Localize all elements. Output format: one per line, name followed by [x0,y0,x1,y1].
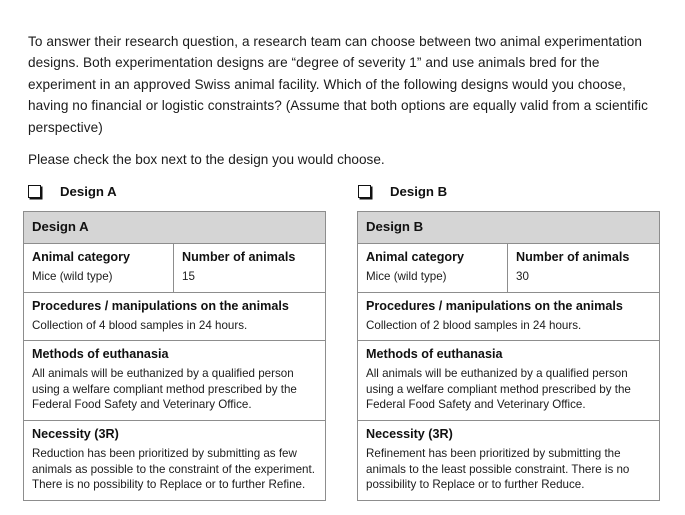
table-row [358,212,660,244]
design-a-animal-category-value: Mice (wild type) [32,270,113,283]
design-a-number-animals-value: 15 [182,270,195,283]
design-b-number-animals-cell [508,244,660,293]
design-b-table [357,211,660,501]
design-a-euthanasia-value: All animals will be euthanized by a qualified person using a welfare compliant method prescribed by the Federal Food Safety and Veterinary Office. [32,367,297,412]
design-b-procedures-value: Collection of 2 blood samples in 24 hours. [366,318,582,332]
intro-paragraph: To answer their research question, a research team can choose between two animal experimentation designs. Both experimentation designs are “degree of severity 1” and use animals bred for the experiment in an approved Swiss animal facility. Which of the following designs would you choose, having no financial or logistic constraints? (Assume that both options are equally valid from a scientific perspective) [28,33,648,135]
design-a-table [23,211,326,501]
choice-label-design-b: Design B [390,184,448,199]
checkbox-unchecked-icon[interactable] [28,185,41,198]
table-row [24,212,326,244]
table-row [24,420,326,500]
design-a-procedures-head: Procedures / manipulations on the animals [32,298,289,313]
design-b-number-animals-value: 30 [516,270,529,283]
design-a-animal-category-cell [24,244,174,293]
design-a-title: Design A [32,219,89,234]
design-b-number-animals-head: Number of animals [516,250,630,264]
design-a-euthanasia-head: Methods of euthanasia [32,347,169,362]
table-row [358,292,660,341]
choice-option-design-a[interactable] [28,184,117,199]
table-row [24,341,326,421]
design-b-animal-category-value: Mice (wild type) [366,270,447,283]
table-row [358,244,660,293]
design-b-title: Design B [366,219,424,234]
design-b-animal-category-cell [358,244,508,293]
design-b-necessity-head: Necessity (3R) [366,426,453,441]
design-b-euthanasia-cell [358,341,660,421]
design-a-necessity-value: Reduction has been prioritized by submitting as few animals as possible to the constraint of the experiment. There is no possibility to Replace or to further Refine. [32,446,315,492]
design-b-necessity-cell [358,420,660,500]
table-row [358,341,660,421]
design-a-necessity-cell [24,420,326,500]
design-a-number-animals-cell [174,244,326,293]
table-row [24,292,326,341]
design-b-title-cell [358,212,660,244]
choice-label-design-a: Design A [60,184,117,199]
checkbox-unchecked-icon[interactable] [358,185,371,198]
design-b-procedures-cell [358,292,660,341]
design-b-procedures-head: Procedures / manipulations on the animals [366,298,623,313]
design-b-euthanasia-head: Methods of euthanasia [366,347,503,362]
design-a-necessity-head: Necessity (3R) [32,426,119,441]
choice-option-design-b[interactable] [358,184,447,199]
design-a-euthanasia-cell [24,341,326,421]
instruction-paragraph: Please check the box next to the design you would choose. [28,151,385,167]
design-a-animal-category-head: Animal category [32,250,130,264]
design-b-necessity-value: Refinement has been prioritized by submitting the animals to the least possible constraint. There is no possibility to Replace or to further Reduce. [366,446,630,492]
design-b-animal-category-head: Animal category [366,250,464,264]
design-a-procedures-value: Collection of 4 blood samples in 24 hours. [32,318,248,332]
design-a-number-animals-head: Number of animals [182,250,296,264]
table-row [358,420,660,500]
design-b-euthanasia-value: All animals will be euthanized by a qualified person using a welfare compliant method prescribed by the Federal Food Safety and Veterinary Office. [366,367,631,412]
table-row [24,244,326,293]
design-a-procedures-cell [24,292,326,341]
design-a-title-cell [24,212,326,244]
